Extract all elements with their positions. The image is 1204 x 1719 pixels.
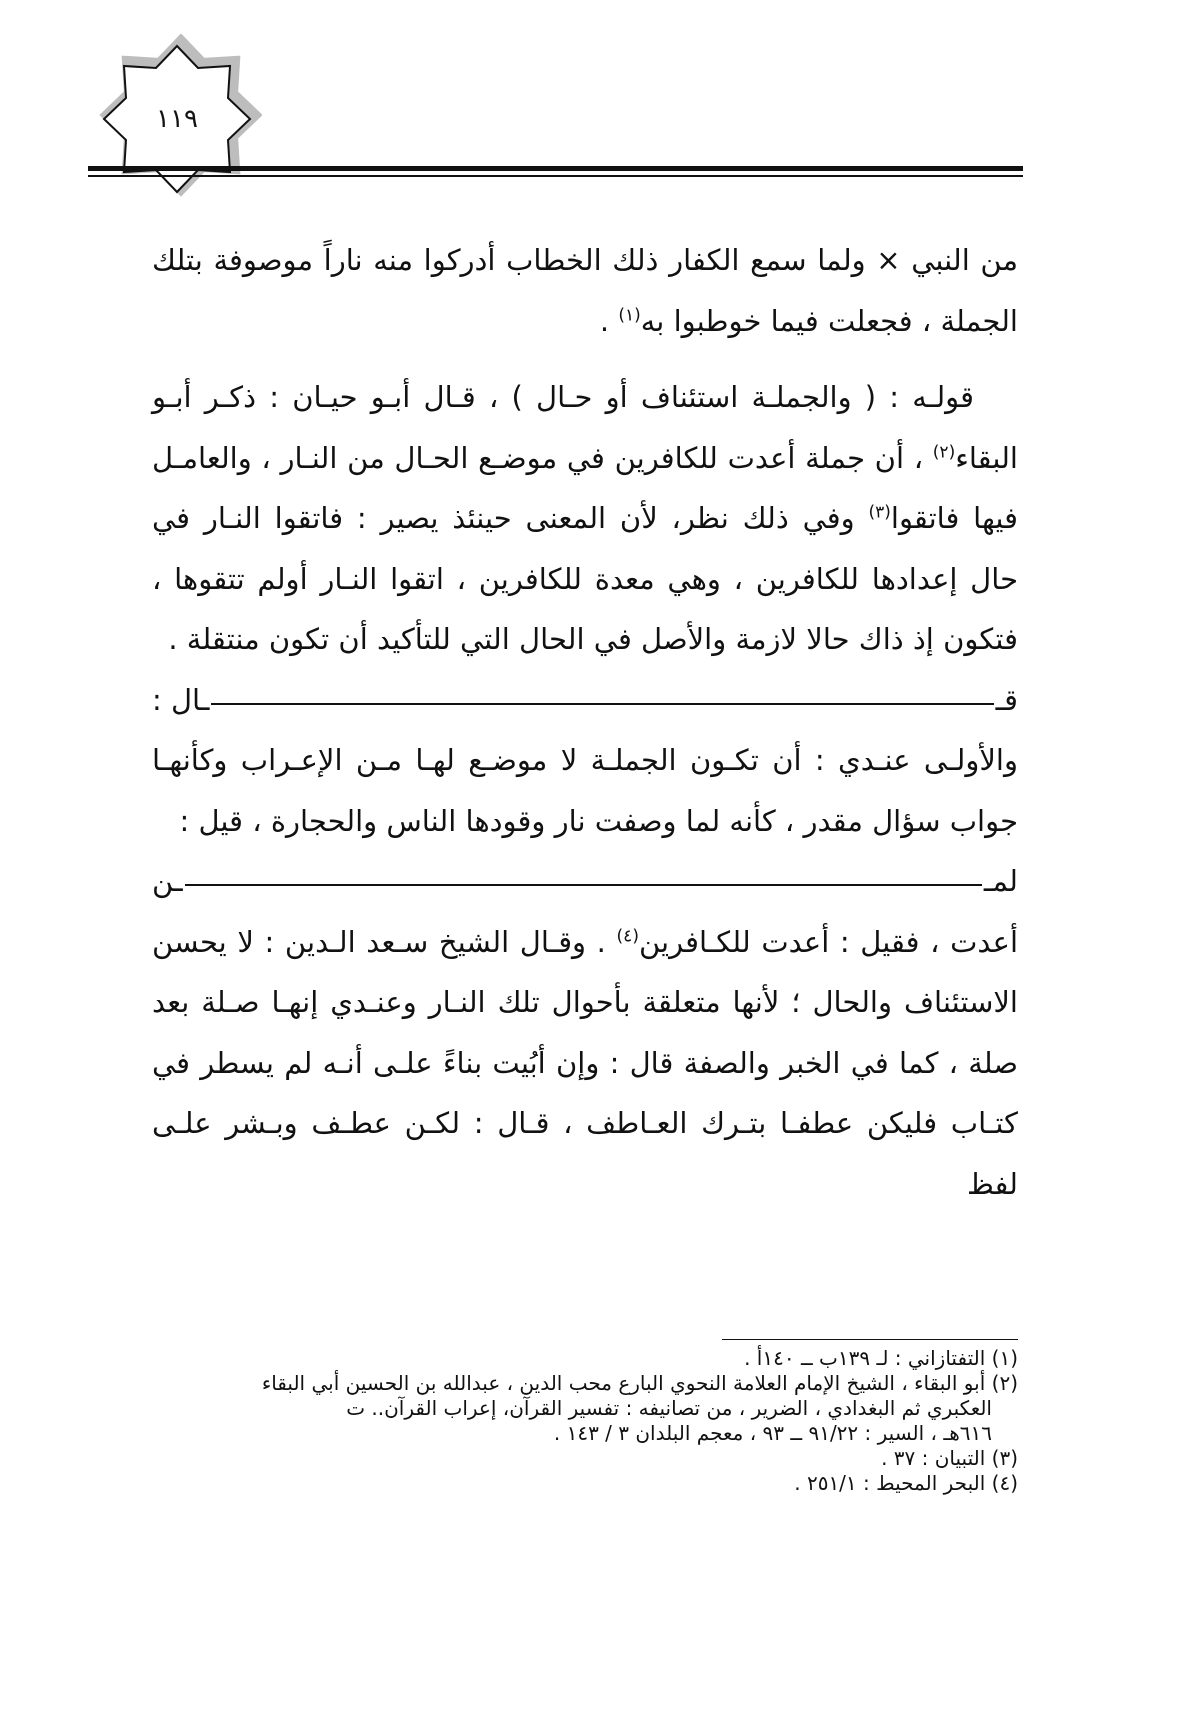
- text-run: قولـه : ( والجملـة استئناف أو حـال ) ، قـال أبـو حيـان : ذكـر أبـو البقاء: [152, 380, 1018, 475]
- main-text: [152, 230, 1018, 1214]
- footnote-1: [152, 1346, 1018, 1371]
- footnote-number: (٣): [991, 1446, 1018, 1470]
- text-run: أعدت ، فقيل : أعدت للكـافرين: [638, 924, 1019, 959]
- kashida-line: [185, 884, 982, 886]
- footnote-separator: [722, 1339, 1018, 1340]
- page-number: ١١٩: [156, 104, 198, 134]
- paragraph-1: [152, 230, 1018, 351]
- footnote-ref-1: (١): [618, 304, 641, 325]
- footnote-text: ٦١٦هـ ، السير : ٩١/٢٢ ــ ٩٣ ، معجم البلدان ٣ / ١٤٣ .: [553, 1421, 992, 1445]
- stretched-word-qal: [152, 670, 1018, 731]
- text-run: لمـ: [983, 864, 1018, 898]
- footnote-2: [152, 1371, 1018, 1446]
- paragraph-3: [152, 730, 1018, 851]
- footnote-text: العكبري ثم البغدادي ، الضرير ، من تصانيفه : تفسير القرآن، إعراب القرآن.. ت: [346, 1396, 992, 1420]
- footnote-ref-4: (٤): [616, 925, 639, 946]
- text-run: ـال :: [152, 682, 210, 717]
- footnote-ref-3: (٣): [868, 502, 891, 523]
- header-rule-thick: [88, 166, 1023, 171]
- footnote-text: التبيان : ٣٧ .: [881, 1446, 986, 1470]
- footnote-ref-2: (٢): [932, 441, 956, 462]
- paragraph-2: [152, 367, 1018, 670]
- text-line: من النبي × ولما سمع الكفار ذلك الخطاب أدركوا منه ناراً موصوفة بتلك: [152, 243, 1018, 277]
- footnote-number: (٢): [991, 1371, 1018, 1395]
- footnote-text: البحر المحيط : ٢٥١/١ .: [794, 1471, 986, 1495]
- stretched-word-liman: [152, 851, 1018, 912]
- footnote-text: التفتازاني : لـ ١٣٩ب ــ ١٤٠أ .: [744, 1346, 986, 1370]
- text-run: ـن: [152, 864, 183, 898]
- header-rule-thin: [88, 175, 1023, 177]
- footnotes: [152, 1346, 1018, 1496]
- text-run: والأولـى عنـدي : أن تكـون الجملـة لا موضـع لهـا مـن الإعـراب وكأنهـا جواب سؤال مقدر ، كأنه لما وصفت نار وقودها الناس والحجارة ، قيل :: [152, 743, 1018, 838]
- footnote-4: [152, 1471, 1018, 1496]
- text-run: ، أن جملة أعدت للكافرين في موضـع الحـال من النـار ، والعامـل فيها فاتقوا: [152, 440, 1019, 535]
- text-line: الجملة ، فجعلت فيما خوطبوا به: [640, 303, 1018, 338]
- page-number-badge: [92, 34, 262, 204]
- footnote-number: (١): [991, 1346, 1018, 1370]
- text-run: . وقـال الشيخ سـعد الـدين : لا يحسن الاستئناف والحال ؛ لأنها متعلقة بأحوال تلك النـار وعنـدي إنهـا صـلة بعد صلة ، كما في الخبر والصفة قال : وإن أبُيت بناءً علـى أنـه لم يسطر في كتـاب فليكن عطفـا بتـرك العـاطف ، قـال : لكـن عطـف وبـشر علـى لفظ: [152, 924, 1018, 1201]
- kashida-line: [211, 703, 993, 705]
- footnote-3: [152, 1446, 1018, 1471]
- footnote-text: أبو البقاء ، الشيخ الإمام العلامة النحوي البارع محب الدين ، عبدالله بن الحسين أبي البقاء: [261, 1371, 986, 1395]
- paragraph-4: [152, 912, 1018, 1215]
- text-line: .: [599, 303, 619, 338]
- footnote-number: (٤): [991, 1471, 1018, 1495]
- text-run: وفي ذلك نظر، لأن المعنى حينئذ يصير : فاتقوا النـار في حال إعدادها للكافرين ، وهي معدة للكافرين ، اتقوا النـار أولم تتقوها ، فتكون إذ ذاك حالا لازمة والأصل في الحال التي للتأكيد أن تكون منتقلة .: [152, 501, 1018, 656]
- text-run: قـ: [995, 682, 1018, 717]
